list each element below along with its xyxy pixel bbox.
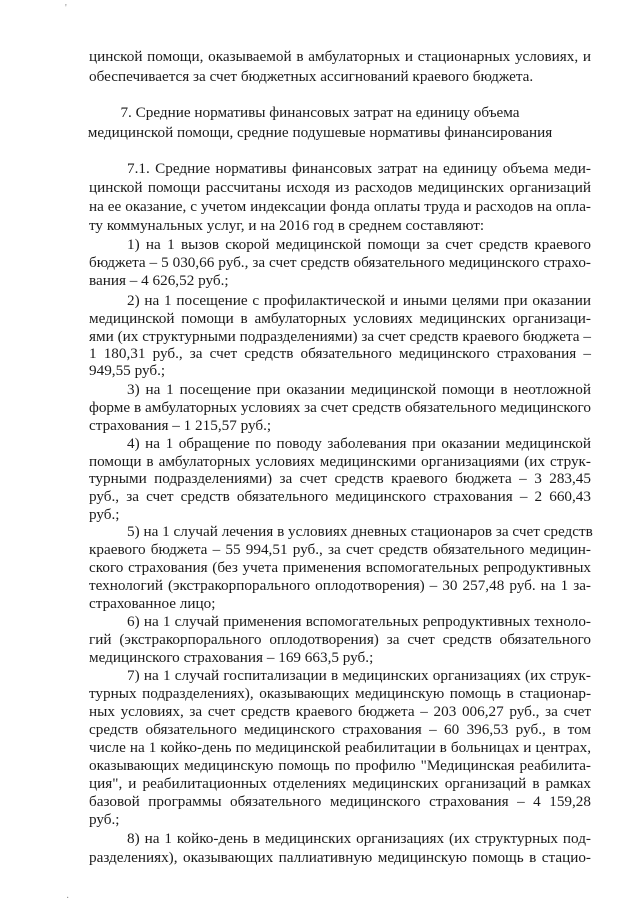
list-item-line: ция", и реабилитационных отделениях медицинских организаций в рамках	[89, 775, 591, 792]
list-item-line: краевого бюджета – 55 994,51 руб., за счет средств обязательного медицин-	[89, 541, 591, 558]
list-item-line: 6) на 1 случай применения вспомогательных репродуктивных техноло-	[127, 613, 591, 630]
list-item-line: технологий (экстракорпорального оплодотворения) – 30 257,48 руб. на 1 за-	[89, 577, 591, 594]
list-item-line: страхования – 1 215,57 руб.;	[89, 417, 272, 434]
list-item-line: средств обязательного медицинского страхования – 60 396,53 руб., в том	[89, 721, 591, 738]
section-heading: медицинской помощи, средние подушевые нормативы финансирования	[87, 124, 553, 141]
list-item-line: медицинского страхования – 169 663,5 руб.;	[89, 649, 374, 666]
scan-mark: ·	[66, 893, 70, 904]
list-item-line: 949,55 руб.;	[89, 362, 166, 379]
scan-mark: '	[65, 3, 67, 14]
paragraph-line: цинской помощи рассчитаны исходя из расходов медицинских организаций	[89, 179, 591, 196]
list-item-line: турных подразделениях), оказывающих медицинскую помощь в стационар-	[89, 685, 591, 702]
list-item-line: ского страхования (без учета применения вспомогательных репродуктивных	[89, 559, 591, 576]
list-item-line: ями (их структурными подразделениями) за счет средств краевого бюджета –	[89, 328, 591, 345]
list-item-line: 7) на 1 случай госпитализации в медицинских организациях (их струк-	[127, 667, 591, 684]
list-item-line: 8) на 1 койко-день в медицинских организациях (их структурных под-	[127, 830, 591, 847]
list-item-line: 1 180,31 руб., за счет средств обязательного медицинского страхования –	[89, 345, 591, 362]
list-item-line: руб., за счет средств обязательного медицинского страхования – 2 660,43	[89, 488, 591, 505]
paragraph-line: 7.1. Средние нормативы финансовых затрат на единицу объема меди-	[127, 160, 591, 177]
list-item-line: 2) на 1 посещение с профилактической и иными целями при оказании	[127, 292, 591, 309]
paragraph-line: ту коммунальных услуг, и на 2016 год в среднем составляют:	[89, 217, 485, 234]
list-item-line: турными подразделениями) за счет средств краевого бюджета – 3 283,45	[89, 470, 591, 487]
list-item-line: медицинской помощи в амбулаторных условиях медицинских организаци-	[89, 310, 591, 327]
section-heading: 7. Средние нормативы финансовых затрат на единицу объема	[120, 104, 520, 121]
list-item-line: разделениях), оказывающих паллиативную медицинскую помощь в стацио-	[89, 849, 591, 866]
list-item-line: форме в амбулаторных условиях за счет средств обязательного медицинского	[89, 399, 591, 416]
list-item-line: бюджета – 5 030,66 руб., за счет средств обязательного медицинского страхо-	[89, 254, 591, 271]
intro-line: цинской помощи, оказываемой в амбулаторных и стационарных условиях, и	[89, 48, 591, 65]
list-item-line: 3) на 1 посещение при оказании медицинской помощи в неотложной	[127, 381, 591, 398]
list-item-line: оказывающих медицинскую помощь по профилю "Медицинская реабилита-	[89, 757, 591, 774]
list-item-line: помощи в амбулаторных условиях медицинскими организациями (их струк-	[89, 453, 591, 470]
list-item-line: 4) на 1 обращение по поводу заболевания при оказании медицинской	[127, 435, 591, 452]
list-item-line: гий (экстракорпорального оплодотворения) за счет средств обязательного	[89, 631, 591, 648]
paragraph-line: на ее оказание, с учетом индексации фонда оплаты труда и расходов на опла-	[89, 198, 591, 215]
list-item-line: базовой программы обязательного медицинского страхования – 4 159,28	[89, 793, 591, 810]
intro-line: обеспечивается за счет бюджетных ассигнований краевого бюджета.	[89, 68, 534, 85]
list-item-line: ных условиях, за счет средств краевого бюджета – 203 006,27 руб., за счет	[89, 703, 591, 720]
list-item-line: страхованное лицо;	[89, 595, 216, 612]
list-item-line: числе на 1 койко-день по медицинской реабилитации в больницах и центрах,	[89, 739, 591, 756]
list-item-line: 5) на 1 случай лечения в условиях дневных стационаров за счет средств	[127, 523, 593, 540]
list-item-line: руб.;	[89, 811, 120, 828]
list-item-line: руб.;	[89, 506, 120, 523]
list-item-line: 1) на 1 вызов скорой медицинской помощи за счет средств краевого	[127, 236, 591, 253]
list-item-line: вания – 4 626,52 руб.;	[89, 272, 229, 289]
